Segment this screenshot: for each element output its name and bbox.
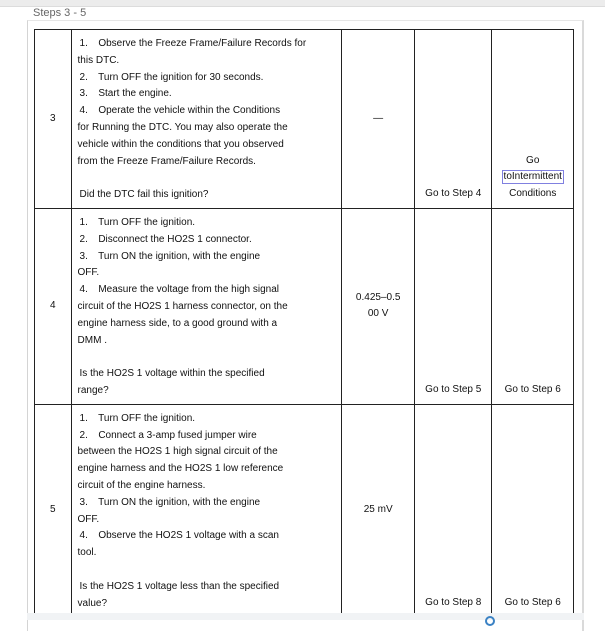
action-line: 1. Turn OFF the ignition. (79, 412, 196, 424)
action-line: 3. Turn ON the ignition, with the engine (79, 496, 261, 508)
intermittent-conditions-link[interactable]: toIntermittent (503, 171, 562, 183)
action-line: 3. Start the engine. (79, 88, 172, 100)
action-line: between the HO2S 1 high signal circuit of the (77, 446, 278, 458)
table-row-step-5 (35, 404, 574, 617)
step-value (342, 208, 415, 404)
step-yes-action: Go to Step 5 (415, 208, 492, 404)
no-action-text: Go (526, 154, 540, 166)
action-line: for Running the DTC. You may also operate the (77, 121, 288, 133)
page-title: Steps 3 - 5 (33, 7, 87, 19)
action-line: 1. Observe the Freeze Frame/Failure Records for (79, 38, 307, 49)
step-question: Is the HO2S 1 voltage less than the specified (79, 580, 280, 592)
table-row-step-4 (35, 208, 574, 404)
action-line: engine harness side, to a good ground with a (77, 317, 278, 329)
action-line: from the Freeze Frame/Failure Records. (77, 155, 256, 167)
bottom-strip (27, 613, 584, 620)
action-line: 2. Disconnect the HO2S 1 connector. (79, 233, 252, 245)
step-action (71, 30, 342, 209)
action-line: 4. Operate the vehicle within the Conditions (79, 105, 281, 117)
action-line: vehicle within the conditions that you observed (77, 138, 284, 150)
step-yes-action: Go to Step 8 (415, 404, 492, 617)
action-line: engine harness and the HO2S 1 low reference (77, 463, 284, 475)
step-no-action: Go to Step 6 (492, 404, 574, 617)
value-dash: — (373, 112, 384, 124)
action-line: 2. Connect a 3-amp fused jumper wire (79, 429, 257, 441)
step-question: Did the DTC fail this ignition? (79, 189, 209, 201)
value-line: 00 V (367, 308, 389, 320)
action-line: this DTC. (77, 54, 120, 66)
step-value: 25 mV (342, 404, 415, 617)
step-no-action (492, 30, 574, 209)
action-line: circuit of the engine harness. (77, 479, 206, 491)
step-number: 3 (35, 30, 72, 209)
step-yes-action: Go to Step 4 (415, 30, 492, 209)
action-line: 2. Turn OFF the ignition for 30 seconds. (79, 71, 264, 83)
step-number: 5 (35, 404, 72, 617)
step-question: value? (77, 597, 107, 609)
diagnostic-steps-table (34, 29, 574, 617)
step-no-action: Go to Step 6 (492, 208, 574, 404)
step-question: Is the HO2S 1 voltage within the specified (79, 368, 265, 380)
action-line: DMM . (77, 334, 107, 346)
action-line: OFF. (77, 513, 100, 525)
action-line: 3. Turn ON the ignition, with the engine (79, 250, 261, 262)
top-bar (0, 0, 605, 7)
action-line: tool. (77, 547, 97, 559)
action-line: 4. Observe the HO2S 1 voltage with a scan (79, 530, 279, 542)
action-line: 4. Measure the voltage from the high signal (79, 284, 279, 296)
value-line: 0.425–0.5 (355, 291, 401, 303)
step-number: 4 (35, 208, 72, 404)
action-line: circuit of the HO2S 1 harness connector, on the (77, 300, 288, 312)
step-question: range? (77, 384, 109, 396)
step-value (342, 30, 415, 209)
table-row-step-3 (35, 30, 574, 209)
no-action-text: Conditions (509, 188, 557, 200)
loading-spinner-icon (485, 616, 495, 626)
action-line: OFF. (77, 267, 100, 279)
action-line: 1. Turn OFF the ignition. (79, 216, 196, 228)
step-action (71, 404, 342, 617)
step-action (71, 208, 342, 404)
